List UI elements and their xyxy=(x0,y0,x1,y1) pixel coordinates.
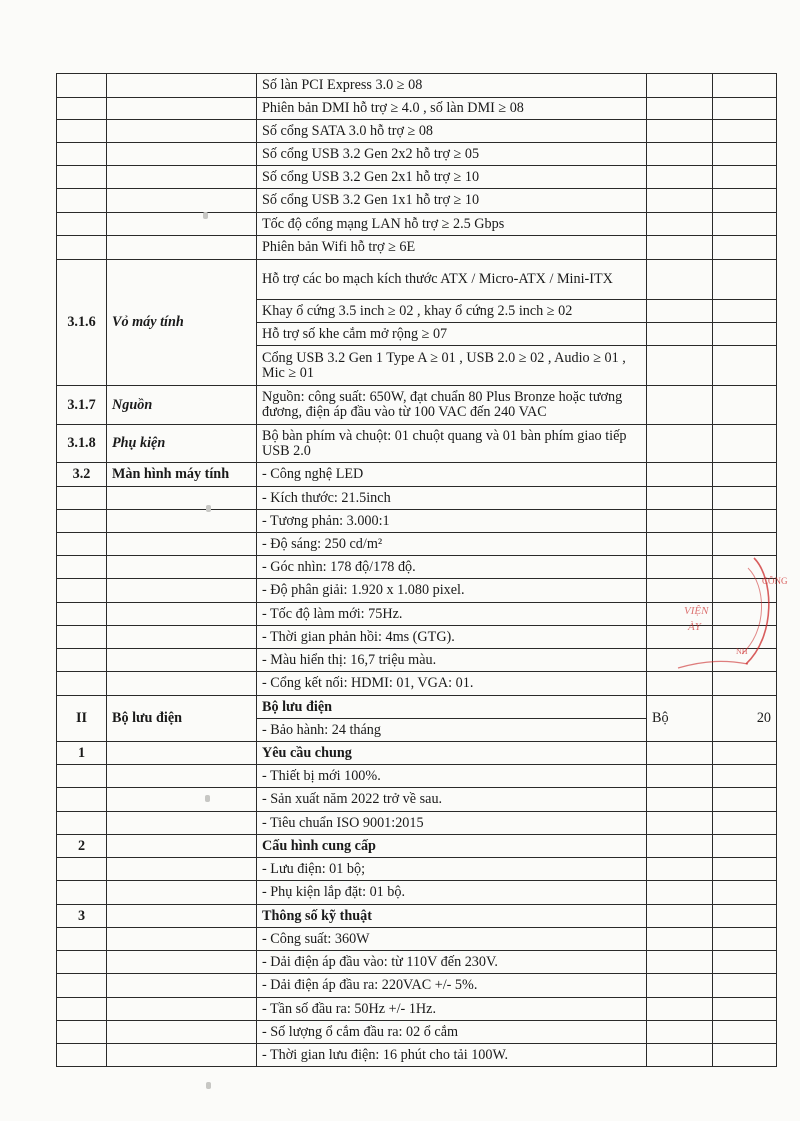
scan-speck xyxy=(206,1082,211,1089)
table-row xyxy=(57,672,777,696)
quantity-cell xyxy=(713,1021,777,1044)
item-name-cell xyxy=(107,881,257,905)
specification-cell: Số cổng USB 3.2 Gen 2x2 hỗ trợ ≥ 05 xyxy=(257,143,647,166)
item-name-cell xyxy=(107,143,257,166)
specification-table-body xyxy=(57,74,777,1067)
table-row xyxy=(57,951,777,974)
table-row xyxy=(57,812,777,835)
item-number-cell xyxy=(57,189,107,213)
item-name-cell xyxy=(107,120,257,143)
quantity-cell xyxy=(713,425,777,463)
item-name-cell xyxy=(107,974,257,998)
item-name-cell xyxy=(107,765,257,788)
quantity-cell xyxy=(713,812,777,835)
specification-cell: Bộ lưu điện xyxy=(257,696,647,719)
specification-cell: Tốc độ cổng mạng LAN hỗ trợ ≥ 2.5 Gbps xyxy=(257,213,647,236)
item-name-cell xyxy=(107,788,257,812)
quantity-cell xyxy=(713,98,777,120)
quantity-cell xyxy=(713,998,777,1021)
item-name-cell xyxy=(107,858,257,881)
specification-cell: - Màu hiển thị: 16,7 triệu màu. xyxy=(257,649,647,672)
table-row xyxy=(57,928,777,951)
unit-cell xyxy=(647,213,713,236)
specification-cell: - Kích thước: 21.5inch xyxy=(257,487,647,510)
item-number-cell xyxy=(57,510,107,533)
table-row xyxy=(57,998,777,1021)
unit-cell xyxy=(647,858,713,881)
table-row xyxy=(57,533,777,556)
item-number-cell xyxy=(57,812,107,835)
specification-cell: - Lưu điện: 01 bộ; xyxy=(257,858,647,881)
quantity-cell xyxy=(713,1044,777,1067)
table-row xyxy=(57,260,777,300)
unit-cell xyxy=(647,98,713,120)
quantity-cell xyxy=(713,487,777,510)
unit-cell xyxy=(647,463,713,487)
specification-cell: - Bảo hành: 24 tháng xyxy=(257,719,647,742)
item-number-cell xyxy=(57,74,107,98)
svg-text:CÔNG: CÔNG xyxy=(762,576,788,586)
item-number-cell xyxy=(57,788,107,812)
item-number-cell: 2 xyxy=(57,835,107,858)
svg-text:ÀY: ÀY xyxy=(688,621,701,633)
item-number-cell xyxy=(57,974,107,998)
quantity-cell xyxy=(713,74,777,98)
item-number-cell: 3.2 xyxy=(57,463,107,487)
quantity-cell xyxy=(713,260,777,300)
table-row xyxy=(57,858,777,881)
unit-cell xyxy=(647,974,713,998)
item-number-cell xyxy=(57,533,107,556)
unit-cell xyxy=(647,742,713,765)
specification-cell: Số cổng SATA 3.0 hỗ trợ ≥ 08 xyxy=(257,120,647,143)
unit-cell xyxy=(647,812,713,835)
quantity-cell xyxy=(713,143,777,166)
table-row xyxy=(57,579,777,603)
unit-cell xyxy=(647,1021,713,1044)
unit-cell xyxy=(647,905,713,928)
item-name-cell xyxy=(107,951,257,974)
quantity-cell xyxy=(713,213,777,236)
table-row xyxy=(57,881,777,905)
table-row xyxy=(57,166,777,189)
item-number-cell xyxy=(57,236,107,260)
specification-cell: Bộ bàn phím và chuột: 01 chuột quang và 01 bàn phím giao tiếp USB 2.0 xyxy=(257,425,647,463)
unit-cell xyxy=(647,998,713,1021)
table-row xyxy=(57,835,777,858)
unit-cell xyxy=(647,788,713,812)
unit-cell xyxy=(647,346,713,386)
quantity-cell xyxy=(713,120,777,143)
specification-cell: Cổng USB 3.2 Gen 1 Type A ≥ 01 , USB 2.0 ≥ 02 , Audio ≥ 01 , Mic ≥ 01 xyxy=(257,346,647,386)
quantity-cell xyxy=(713,386,777,425)
unit-cell xyxy=(647,300,713,323)
item-number-cell xyxy=(57,1044,107,1067)
table-row xyxy=(57,765,777,788)
quantity-cell xyxy=(713,300,777,323)
specification-cell: - Tương phản: 3.000:1 xyxy=(257,510,647,533)
specification-cell: Phiên bản DMI hỗ trợ ≥ 4.0 , số làn DMI ≥ 08 xyxy=(257,98,647,120)
specification-cell: Cấu hình cung cấp xyxy=(257,835,647,858)
quantity-cell xyxy=(713,951,777,974)
item-name-cell xyxy=(107,74,257,98)
unit-cell xyxy=(647,1044,713,1067)
svg-text:NH: NH xyxy=(736,647,748,656)
red-seal-stamp xyxy=(676,556,788,676)
specification-cell: - Tốc độ làm mới: 75Hz. xyxy=(257,603,647,626)
quantity-cell xyxy=(713,881,777,905)
specification-cell: Hỗ trợ các bo mạch kích thước ATX / Micro-ATX / Mini-ITX xyxy=(257,260,647,300)
item-name-cell xyxy=(107,649,257,672)
item-name-cell xyxy=(107,1021,257,1044)
item-name-cell xyxy=(107,742,257,765)
specification-cell: - Sản xuất năm 2022 trở về sau. xyxy=(257,788,647,812)
item-number-cell xyxy=(57,120,107,143)
scan-speck xyxy=(203,212,208,219)
unit-cell xyxy=(647,928,713,951)
unit-cell xyxy=(647,510,713,533)
item-name-cell: Phụ kiện xyxy=(107,425,257,463)
unit-cell xyxy=(647,386,713,425)
item-number-cell xyxy=(57,858,107,881)
item-number-cell: 3.1.7 xyxy=(57,386,107,425)
quantity-cell xyxy=(713,858,777,881)
quantity-cell xyxy=(713,742,777,765)
table-row xyxy=(57,1044,777,1067)
table-row xyxy=(57,1021,777,1044)
unit-cell xyxy=(647,487,713,510)
specification-cell: - Cổng kết nối: HDMI: 01, VGA: 01. xyxy=(257,672,647,696)
item-number-cell xyxy=(57,487,107,510)
specification-cell: - Thời gian lưu điện: 16 phút cho tải 100W. xyxy=(257,1044,647,1067)
item-number-cell xyxy=(57,951,107,974)
item-name-cell xyxy=(107,998,257,1021)
item-name-cell xyxy=(107,166,257,189)
item-name-cell xyxy=(107,487,257,510)
item-number-cell xyxy=(57,579,107,603)
quantity-cell xyxy=(713,346,777,386)
table-row xyxy=(57,974,777,998)
specification-cell: - Tần số đầu ra: 50Hz +/- 1Hz. xyxy=(257,998,647,1021)
item-name-cell xyxy=(107,579,257,603)
table-row xyxy=(57,788,777,812)
item-name-cell xyxy=(107,533,257,556)
item-number-cell xyxy=(57,626,107,649)
specification-cell: - Thời gian phản hồi: 4ms (GTG). xyxy=(257,626,647,649)
specification-cell: - Tiêu chuẩn ISO 9001:2015 xyxy=(257,812,647,835)
item-number-cell xyxy=(57,998,107,1021)
specification-cell: Số cổng USB 3.2 Gen 1x1 hỗ trợ ≥ 10 xyxy=(257,189,647,213)
quantity-cell xyxy=(713,510,777,533)
quantity-cell xyxy=(713,835,777,858)
item-number-cell xyxy=(57,166,107,189)
table-row xyxy=(57,696,777,719)
item-number-cell xyxy=(57,213,107,236)
item-name-cell xyxy=(107,510,257,533)
item-name-cell xyxy=(107,905,257,928)
item-name-cell xyxy=(107,626,257,649)
quantity-cell xyxy=(713,974,777,998)
unit-cell xyxy=(647,236,713,260)
item-name-cell xyxy=(107,556,257,579)
item-number-cell xyxy=(57,98,107,120)
specification-cell: - Góc nhìn: 178 độ/178 độ. xyxy=(257,556,647,579)
specification-cell: Hỗ trợ số khe cắm mở rộng ≥ 07 xyxy=(257,323,647,346)
specification-cell: - Phụ kiện lắp đặt: 01 bộ. xyxy=(257,881,647,905)
item-name-cell: Nguồn xyxy=(107,386,257,425)
table-row xyxy=(57,74,777,98)
table-row xyxy=(57,98,777,120)
table-row xyxy=(57,120,777,143)
specification-cell: Số làn PCI Express 3.0 ≥ 08 xyxy=(257,74,647,98)
item-number-cell xyxy=(57,928,107,951)
item-number-cell xyxy=(57,556,107,579)
table-row xyxy=(57,487,777,510)
item-name-cell: Màn hình máy tính xyxy=(107,463,257,487)
unit-cell xyxy=(647,166,713,189)
item-number-cell: 3.1.6 xyxy=(57,260,107,386)
item-name-cell xyxy=(107,812,257,835)
item-number-cell xyxy=(57,881,107,905)
item-number-cell xyxy=(57,765,107,788)
table-row xyxy=(57,556,777,579)
table-row xyxy=(57,742,777,765)
table-row xyxy=(57,626,777,649)
specification-table xyxy=(56,73,777,1067)
item-name-cell: Bộ lưu điện xyxy=(107,696,257,742)
specification-cell: - Thiết bị mới 100%. xyxy=(257,765,647,788)
table-row xyxy=(57,425,777,463)
quantity-cell xyxy=(713,928,777,951)
unit-cell xyxy=(647,120,713,143)
table-row xyxy=(57,189,777,213)
quantity-cell xyxy=(713,189,777,213)
specification-cell: Nguồn: công suất: 650W, đạt chuẩn 80 Plus Bronze hoặc tương đương, điện áp đầu vào từ 100 VAC đến 240 VAC xyxy=(257,386,647,425)
table-row xyxy=(57,510,777,533)
table-row xyxy=(57,603,777,626)
item-number-cell xyxy=(57,672,107,696)
unit-cell xyxy=(647,260,713,300)
unit-cell xyxy=(647,533,713,556)
svg-text:VIỆN: VIỆN xyxy=(684,605,709,617)
item-number-cell xyxy=(57,143,107,166)
specification-cell: - Độ sáng: 250 cd/m² xyxy=(257,533,647,556)
item-number-cell: II xyxy=(57,696,107,742)
unit-cell xyxy=(647,323,713,346)
table-row xyxy=(57,905,777,928)
scan-speck xyxy=(205,795,210,802)
item-number-cell xyxy=(57,649,107,672)
specification-cell: Khay ổ cứng 3.5 inch ≥ 02 , khay ổ cứng 2.5 inch ≥ 02 xyxy=(257,300,647,323)
quantity-cell xyxy=(713,905,777,928)
unit-cell xyxy=(647,835,713,858)
item-number-cell: 1 xyxy=(57,742,107,765)
item-number-cell: 3 xyxy=(57,905,107,928)
unit-cell xyxy=(647,143,713,166)
item-name-cell xyxy=(107,98,257,120)
table-row xyxy=(57,143,777,166)
scan-speck xyxy=(206,505,211,512)
item-name-cell xyxy=(107,928,257,951)
quantity-cell xyxy=(713,236,777,260)
table-row xyxy=(57,386,777,425)
item-name-cell: Vỏ máy tính xyxy=(107,260,257,386)
item-name-cell xyxy=(107,236,257,260)
quantity-cell: 20 xyxy=(713,696,777,742)
item-name-cell xyxy=(107,1044,257,1067)
unit-cell xyxy=(647,189,713,213)
quantity-cell xyxy=(713,166,777,189)
quantity-cell xyxy=(713,788,777,812)
table-row xyxy=(57,236,777,260)
unit-cell xyxy=(647,425,713,463)
unit-cell xyxy=(647,881,713,905)
item-number-cell xyxy=(57,603,107,626)
unit-cell xyxy=(647,74,713,98)
specification-cell: - Số lượng ổ cắm đầu ra: 02 ổ cắm xyxy=(257,1021,647,1044)
specification-cell: - Độ phân giải: 1.920 x 1.080 pixel. xyxy=(257,579,647,603)
table-row xyxy=(57,213,777,236)
specification-cell: - Công suất: 360W xyxy=(257,928,647,951)
specification-cell: Số cổng USB 3.2 Gen 2x1 hỗ trợ ≥ 10 xyxy=(257,166,647,189)
specification-cell: Yêu cầu chung xyxy=(257,742,647,765)
table-row xyxy=(57,649,777,672)
specification-cell: - Công nghệ LED xyxy=(257,463,647,487)
unit-cell xyxy=(647,951,713,974)
unit-cell xyxy=(647,765,713,788)
quantity-cell xyxy=(713,765,777,788)
item-number-cell xyxy=(57,1021,107,1044)
item-name-cell xyxy=(107,835,257,858)
item-name-cell xyxy=(107,213,257,236)
item-name-cell xyxy=(107,603,257,626)
item-name-cell xyxy=(107,672,257,696)
item-name-cell xyxy=(107,189,257,213)
quantity-cell xyxy=(713,463,777,487)
item-number-cell: 3.1.8 xyxy=(57,425,107,463)
unit-cell: Bộ xyxy=(647,696,713,742)
specification-cell: - Dải điện áp đầu ra: 220VAC +/- 5%. xyxy=(257,974,647,998)
specification-cell: Phiên bản Wifi hỗ trợ ≥ 6E xyxy=(257,236,647,260)
specification-cell: Thông số kỹ thuật xyxy=(257,905,647,928)
quantity-cell xyxy=(713,323,777,346)
quantity-cell xyxy=(713,533,777,556)
specification-cell: - Dải điện áp đầu vào: từ 110V đến 230V. xyxy=(257,951,647,974)
table-row xyxy=(57,463,777,487)
